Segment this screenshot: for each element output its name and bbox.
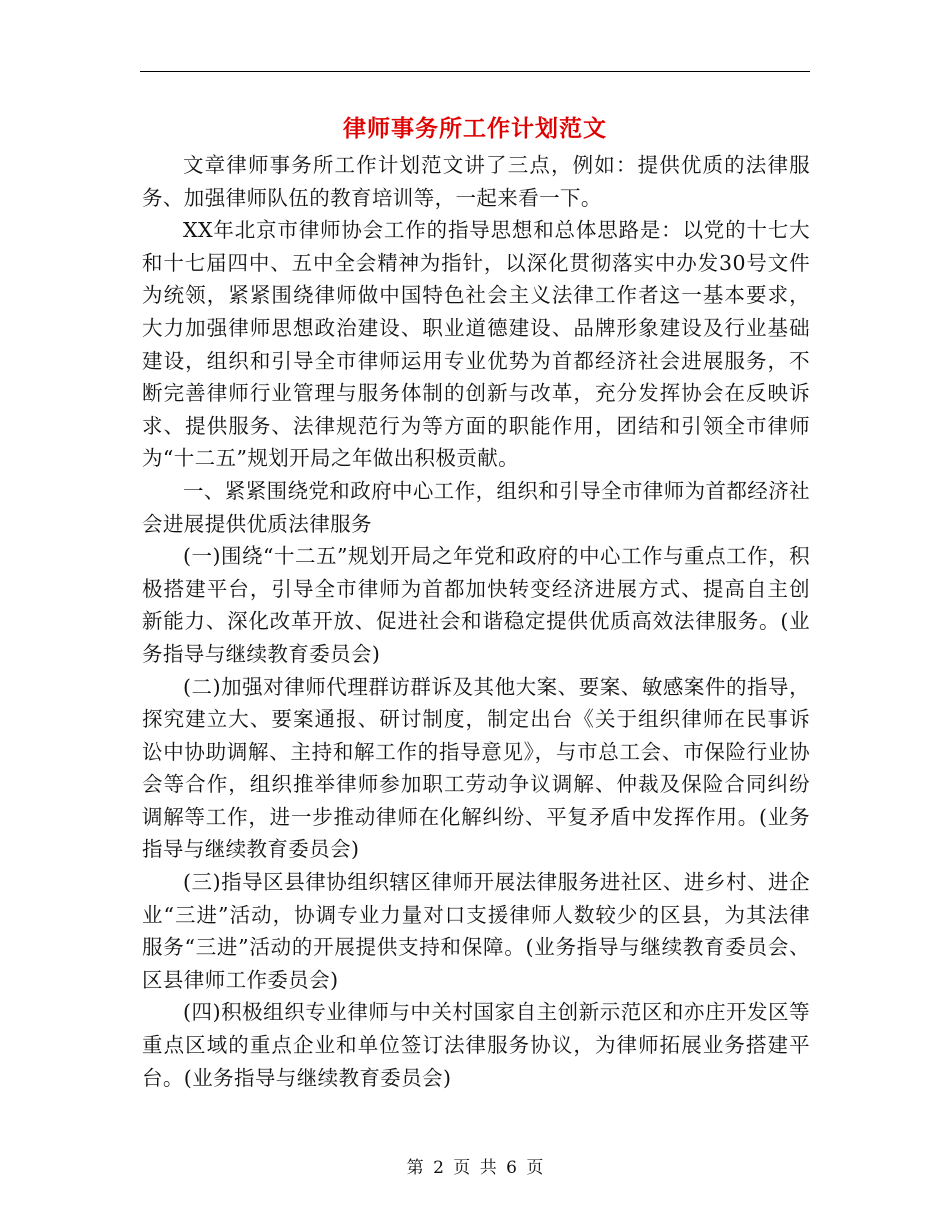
paragraph-intro: 文章律师事务所工作计划范文讲了三点，例如：提供优质的法律服务、加强律师队伍的教育培训等，一起来看一下。 <box>142 153 810 210</box>
document-title: 律师事务所工作计划范文 <box>343 115 607 142</box>
paragraph-item-1: (一)围绕“十二五”规划开局之年党和政府的中心工作与重点工作，积极搭建平台，引导全市律师为首都加快转变经济进展方式、提高自主创新能力、深化改革开放、促进社会和谐稳定提供优质高效法律服务。(业务指导与继续教育委员会) <box>142 544 810 666</box>
page-number-footer: 第 2 页 共 6 页 <box>406 1158 544 1178</box>
paragraph-item-3: (三)指导区县律协组织辖区律师开展法律服务进社区、进乡村、进企业“三进”活动，协调专业力量对口支援律师人数较少的区县，为其法律服务“三进”活动的开展提供支持和保障。(业务指导与继续教育委员会、区县律师工作委员会) <box>142 870 810 992</box>
paragraph-guiding-thought: XX年北京市律师协会工作的指导思想和总体思路是：以党的十七大和十七届四中、五中全会精神为指针，以深化贯彻落实中办发30号文件为统领，紧紧围绕律师做中国特色社会主义法律工作者这一基本要求，大力加强律师思想政治建设、职业道德建设、品牌形象建设及行业基础建设，组织和引导全市律师运用专业优势为首都经济社会进展服务，不断完善律师行业管理与服务体制的创新与改革，充分发挥协会在反映诉求、提供服务、法律规范行为等方面的职能作用，团结和引领全市律师为“十二五”规划开局之年做出积极贡献。 <box>142 218 810 471</box>
paragraph-item-2: (二)加强对律师代理群访群诉及其他大案、要案、敏感案件的指导，探究建立大、要案通报、研讨制度，制定出台《关于组织律师在民事诉讼中协助调解、主持和解工作的指导意见》，与市总工会、市保险行业协会等合作，组织推举律师参加职工劳动争议调解、仲裁及保险合同纠纷调解等工作，进一步推动律师在化解纠纷、平复矛盾中发挥作用。(业务指导与继续教育委员会) <box>142 674 810 862</box>
document-body <box>142 149 810 1094</box>
paragraph-item-4: (四)积极组织专业律师与中关村国家自主创新示范区和亦庄开发区等重点区域的重点企业和单位签订法律服务协议，为律师拓展业务搭建平台。(业务指导与继续教育委员会) <box>142 1000 810 1090</box>
paragraph-section-1-heading: 一、紧紧围绕党和政府中心工作，组织和引导全市律师为首都经济社会进展提供优质法律服务 <box>142 478 810 536</box>
header-rule <box>140 71 810 72</box>
